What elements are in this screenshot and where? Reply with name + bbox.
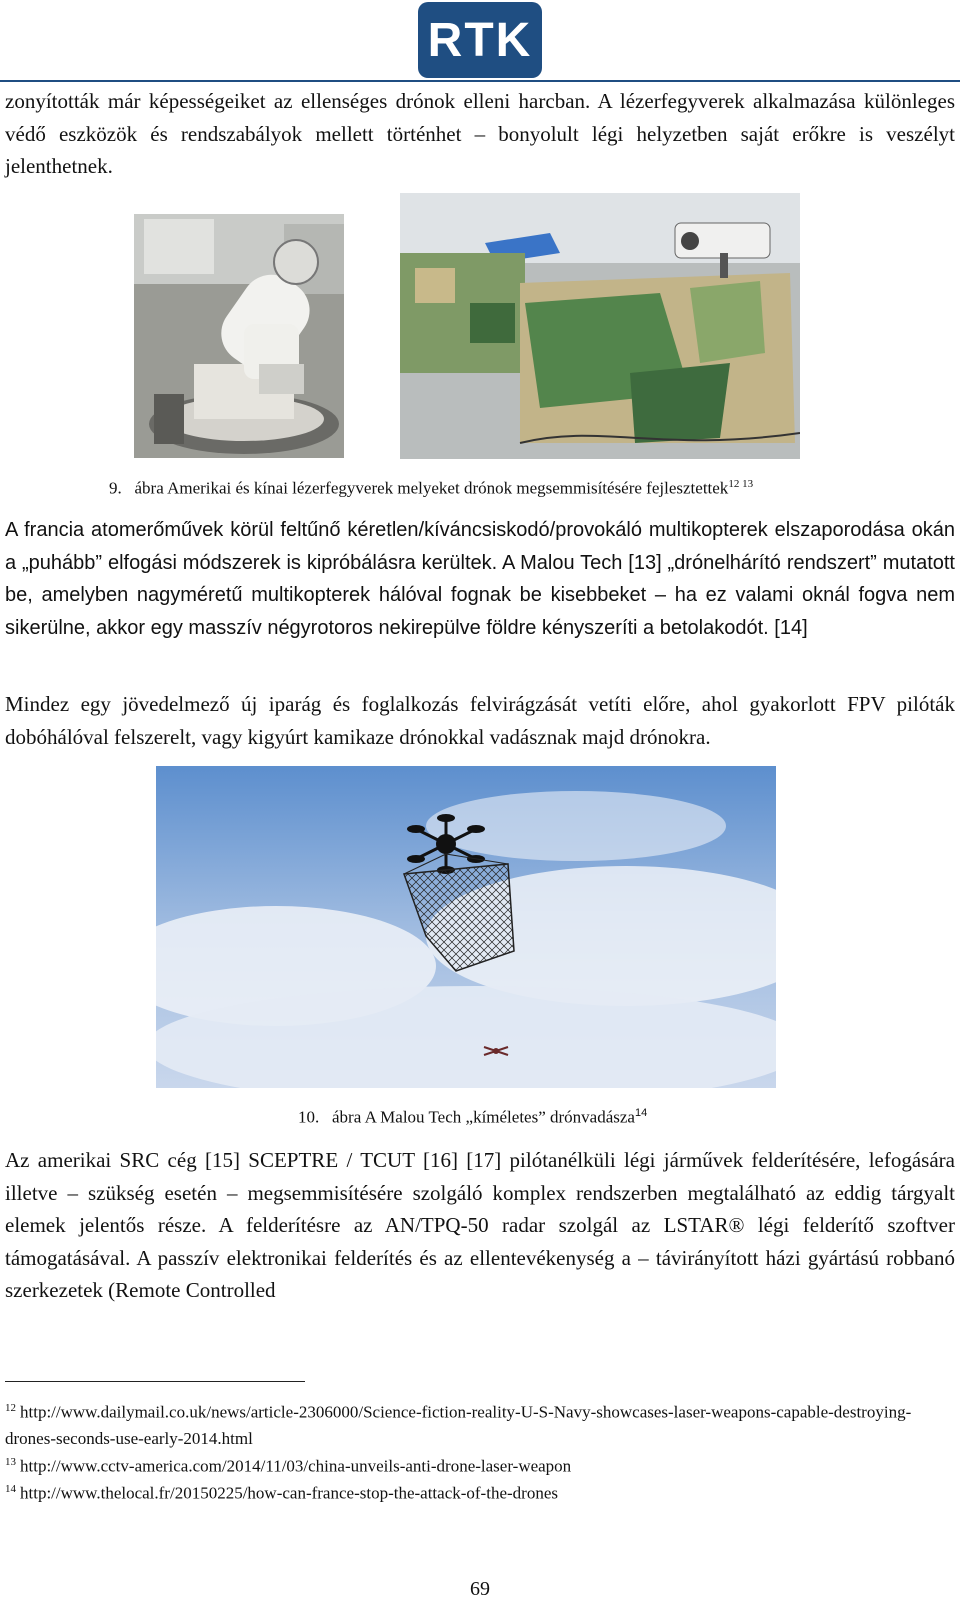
- page-number: 69: [470, 1578, 490, 1600]
- page-header: [0, 0, 960, 80]
- figure-9-caption-text: ábra Amerikai és kínai lézerfegyverek melyeket drónok megsemmisítésére fejlesztettek: [134, 478, 729, 498]
- us-laser-weapon-photo: [134, 214, 344, 458]
- footnote-link[interactable]: http://www.thelocal.fr/20150225/how-can-france-stop-the-attack-of-the-drones: [20, 1483, 558, 1503]
- us-laser-weapon-illustration: [134, 214, 344, 458]
- footnote-14: [5, 1476, 955, 1507]
- footnote-number: 12: [5, 1402, 16, 1414]
- drone-net-photo: [156, 766, 776, 1088]
- drone-net-illustration: [156, 766, 776, 1088]
- figure-9-refs: 12 13: [728, 478, 754, 490]
- footnote-number: 14: [5, 1483, 16, 1495]
- footnote-number: 13: [5, 1456, 16, 1468]
- footnote-link[interactable]: http://www.cctv-america.com/2014/11/03/china-unveils-anti-drone-laser-weapon: [20, 1456, 572, 1476]
- figure-10-caption-text: ábra A Malou Tech „kíméletes” drónvadásza: [332, 1107, 635, 1127]
- header-rule: [0, 80, 960, 82]
- chinese-laser-weapon-photo: [400, 193, 800, 459]
- figure-9-number: 9.: [109, 478, 122, 498]
- figure-10-caption: [298, 1107, 647, 1128]
- paragraph-2: A francia atomerőművek körül feltűnő kéretlen/kíváncsiskodó/provokáló multikopterek elszaporodása okán a „puhább” elfogási módszerek is kipróbálásra kerültek. A Malou Tech [13] „drónelhárító rendszert” mutatott be, amelyben nagyméretű multikopterek hálóval fognak be kisebbeket – ha ez valami oknál fogva nem sikerülne, akkor egy masszív négyrotoros nekirepülve földre kényszeríti a betolakodót. [14]: [5, 519, 955, 639]
- figure-9-caption: [109, 478, 753, 499]
- figure-10-ref: 14: [634, 1107, 648, 1119]
- paragraph-3: Mindez egy jövedelmező új iparág és foglalkozás felvirágzását vetíti előre, ahol gyakorlott FPV pilóták dobóhálóval felszerelt, vagy kigyúrt kamikaze drónokkal vadásznak majd drónokra.: [5, 692, 955, 749]
- paragraph-4: Az amerikai SRC cég [15] SCEPTRE / TCUT [16] [17] pilótanélküli légi járművek felderítésére, lefogására illetve – szükség esetén – megsemmisítésére szolgáló komplex rendszerben megtalálható az eddig tárgyalt elemek jelentős része. A felderítésre az AN/TPQ-50 radar szolgál az LSTAR® légi felderítő szoftver támogatásával. A passzív elektronikai felderítés és az ellentevékenység a – távirányított házi gyártású robbanó szerkezetek (Remote Controlled: [5, 1148, 955, 1302]
- footnote-12: [5, 1395, 955, 1452]
- paragraph-1: zonyították már képességeiket az ellenséges drónok elleni harcban. A lézerfegyverek alkalmazása különleges védő eszközök és rendszabályok mellett történhet – bonyolult légi helyzetben saját erőkre is veszélyt jelenthetnek.: [5, 89, 955, 178]
- chinese-laser-weapon-illustration: [400, 193, 800, 459]
- figure-10-number: 10.: [298, 1107, 320, 1127]
- footnote-link[interactable]: http://www.dailymail.co.uk/news/article-2306000/Science-fiction-reality-U-S-Navy-showcases-laser-weapons-capable-destroying-drones-seconds-use-early-2014.html: [5, 1402, 912, 1448]
- footnote-rule: [5, 1381, 305, 1382]
- rtk-logo: RTK: [418, 2, 542, 78]
